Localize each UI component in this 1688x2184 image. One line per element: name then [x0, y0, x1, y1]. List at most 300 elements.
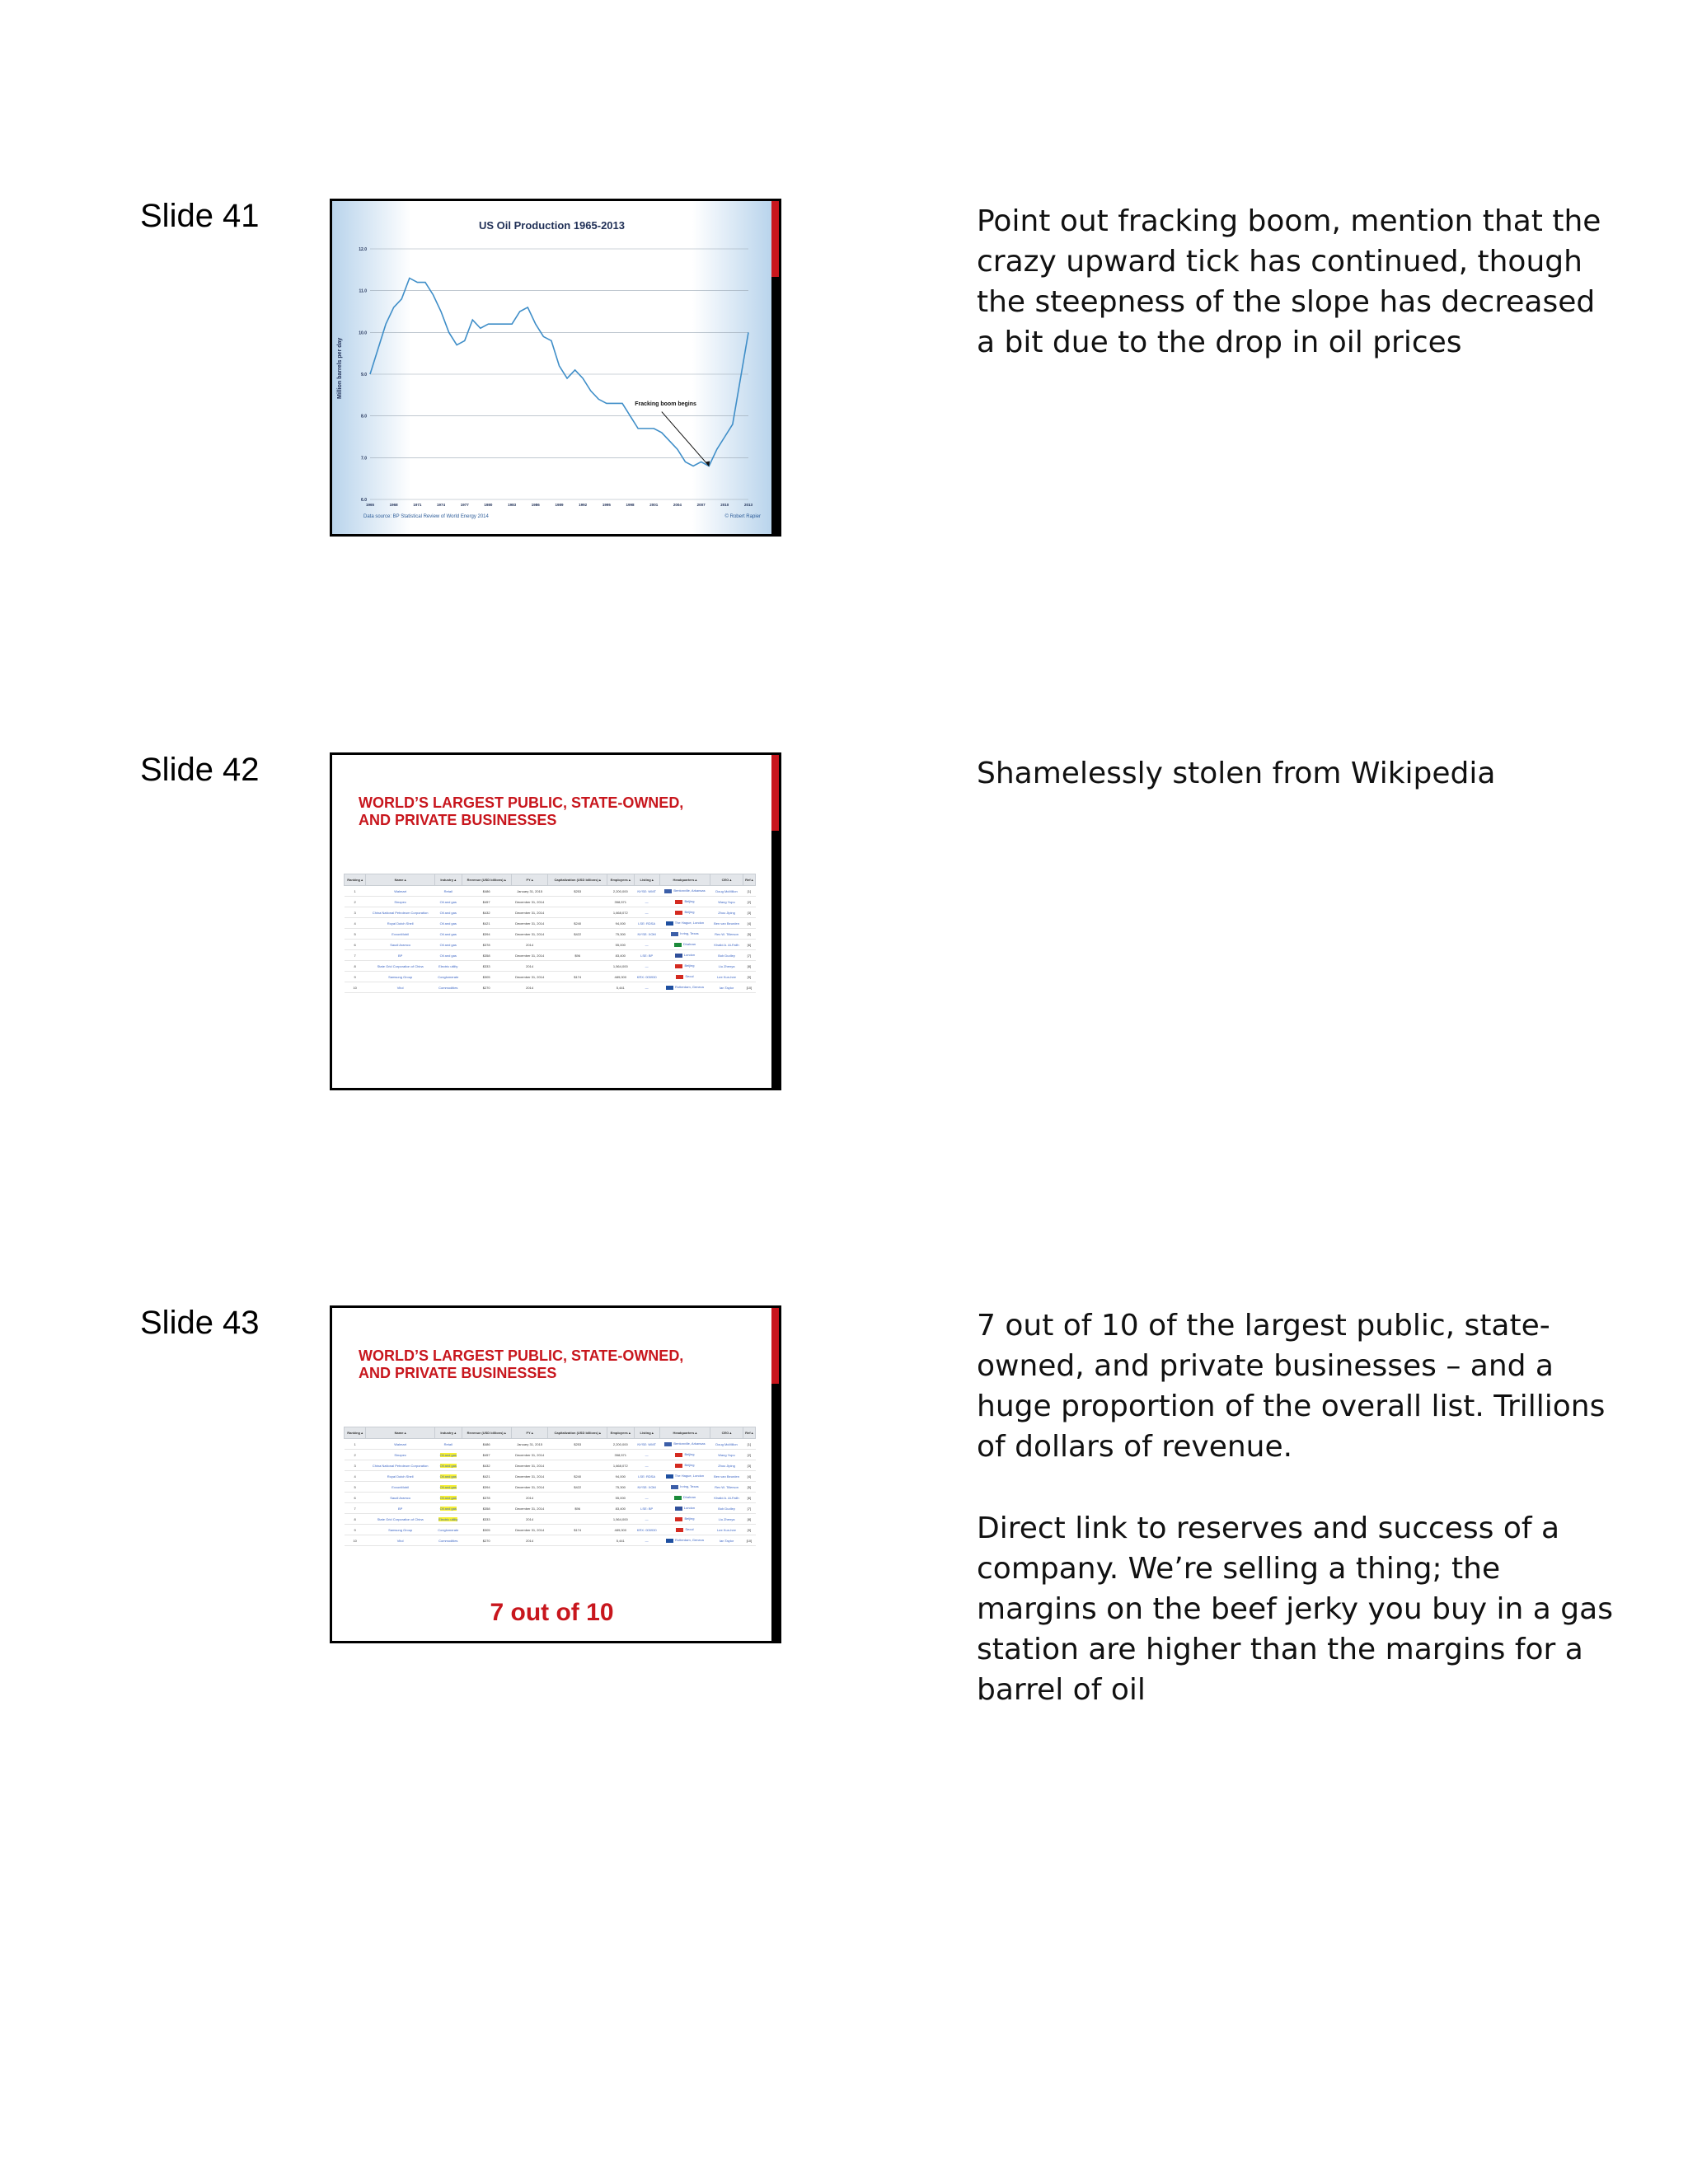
table-cell: $378	[462, 1493, 511, 1503]
table-cell: 3	[345, 907, 366, 918]
x-tick-label: 1989	[555, 503, 564, 507]
table-title-line2: AND PRIVATE BUSINESSES	[359, 812, 557, 828]
country-flag-icon	[671, 932, 678, 936]
table-row	[345, 982, 756, 993]
table-cell[interactable]: Commodities	[434, 982, 462, 993]
table-cell: 94,000	[607, 1471, 634, 1482]
table-cell[interactable]: Bentonville, Arkansas	[659, 886, 710, 897]
table-cell[interactable]: Bob Dudley	[710, 1503, 743, 1514]
slide-thumbnail-42[interactable]	[330, 752, 781, 1090]
table-cell: 4	[345, 918, 366, 929]
x-tick-label: 1974	[437, 503, 446, 507]
table-cell: December 31, 2014	[511, 1482, 548, 1493]
table-cell[interactable]	[434, 1503, 462, 1514]
table-cell[interactable]: BP	[366, 950, 435, 961]
table-cell[interactable]: Oil and gas	[434, 929, 462, 940]
table-cell[interactable]: Bentonville, Arkansas	[659, 1439, 710, 1450]
table-row	[345, 1535, 756, 1546]
table-cell[interactable]: Doug McMillon	[710, 1439, 743, 1450]
table-cell: 489,000	[607, 1525, 634, 1535]
table-cell: 2014	[511, 1514, 548, 1525]
table-cell[interactable]: —	[634, 1535, 659, 1546]
slide-label-42: Slide 42	[140, 752, 260, 788]
table-cell: December 31, 2014	[511, 1525, 548, 1535]
table-cell: $174	[548, 1525, 607, 1535]
slide-accent-black	[771, 1384, 779, 1641]
table-cell: [10]	[743, 1535, 755, 1546]
x-tick-label: 1992	[579, 503, 588, 507]
table-cell[interactable]: Conglomerate	[434, 972, 462, 982]
table-cell[interactable]: LSE: BP	[634, 950, 659, 961]
table-cell: $421	[462, 918, 511, 929]
column-header[interactable]: Headquarters ▴	[659, 874, 710, 886]
table-row	[345, 1460, 756, 1471]
country-flag-icon	[675, 964, 682, 968]
table-row	[345, 1503, 756, 1514]
table-row	[345, 907, 756, 918]
x-tick-label: 1968	[389, 503, 398, 507]
country-flag-icon	[676, 1528, 683, 1532]
highlighted-industry: Oil and gas	[439, 1506, 457, 1511]
table-cell[interactable]: Samsung Group	[366, 972, 435, 982]
table-cell[interactable]: Dhahran	[659, 1493, 710, 1503]
table-cell: [1]	[743, 886, 755, 897]
column-header[interactable]: Capitalization (USD billions) ▴	[548, 874, 607, 886]
country-flag-icon	[675, 911, 682, 915]
table-cell[interactable]: LSE: BP	[634, 1503, 659, 1514]
businesses-table-highlighted	[344, 1427, 756, 1546]
table-title-line2: AND PRIVATE BUSINESSES	[359, 1365, 557, 1381]
table-cell: [9]	[743, 972, 755, 982]
y-tick-label: 11.0	[359, 288, 367, 294]
table-cell: $394	[462, 1482, 511, 1493]
table-cell: December 31, 2014	[511, 907, 548, 918]
table-cell[interactable]	[434, 1514, 462, 1525]
table-cell[interactable]: China National Petroleum Corporation	[366, 1460, 435, 1471]
highlighted-industry: Electric utility	[438, 1516, 458, 1521]
country-flag-icon	[675, 1507, 682, 1511]
table-cell[interactable]: —	[634, 940, 659, 950]
slide-thumbnail-41[interactable]	[330, 199, 781, 537]
notes-paragraph: Shamelessly stolen from Wikipedia	[977, 757, 1496, 790]
table-cell[interactable]: Seoul	[659, 972, 710, 982]
table-title	[359, 794, 746, 829]
table-cell: 5	[345, 929, 366, 940]
y-tick-label: 6.0	[361, 498, 367, 503]
table-cell: 1,564,000	[607, 1514, 634, 1525]
table-cell: 83,400	[607, 1503, 634, 1514]
seven-out-of-ten-label: 7 out of 10	[490, 1599, 614, 1626]
table-cell[interactable]: Irving, Texas	[659, 929, 710, 940]
column-header[interactable]: Industry ▴	[434, 874, 462, 886]
table-cell: $422	[548, 1482, 607, 1493]
chart-credit: © Robert Rapier	[724, 514, 761, 519]
table-cell[interactable]: Irving, Texas	[659, 1482, 710, 1493]
table-cell[interactable]: Liu Zhenya	[710, 1514, 743, 1525]
slide-accent-red	[771, 201, 779, 277]
table-cell[interactable]: The Hague, London	[659, 918, 710, 929]
table-cell: [9]	[743, 1525, 755, 1535]
table-cell[interactable]: —	[634, 897, 659, 907]
table-cell[interactable]: Royal Dutch Shell	[366, 1471, 435, 1482]
table-cell[interactable]: Rotterdam, Geneva	[659, 1535, 710, 1546]
table-cell[interactable]: Lee Kun-hee	[710, 972, 743, 982]
table-cell[interactable]: ExxonMobil	[366, 929, 435, 940]
table-cell: [5]	[743, 929, 755, 940]
table-cell[interactable]: Walmart	[366, 886, 435, 897]
table-cell[interactable]: Beijing	[659, 1514, 710, 1525]
table-cell: 2014	[511, 1493, 548, 1503]
table-cell	[548, 1450, 607, 1460]
notes-43	[977, 1305, 1620, 1751]
table-cell: $305	[462, 972, 511, 982]
table-cell	[548, 961, 607, 972]
table-cell: 2,200,000	[607, 886, 634, 897]
table-cell[interactable]: Oil and gas	[434, 918, 462, 929]
table-cell: $421	[462, 1471, 511, 1482]
table-cell: $457	[462, 897, 511, 907]
column-header[interactable]: Employees ▴	[607, 1427, 634, 1439]
table-cell: [8]	[743, 1514, 755, 1525]
x-tick-label: 2001	[649, 503, 659, 507]
table-cell: 1,564,000	[607, 961, 634, 972]
table-row	[345, 1439, 756, 1450]
country-flag-icon	[675, 954, 682, 958]
table-cell[interactable]: Ian Taylor	[710, 982, 743, 993]
column-header[interactable]: Name ▴	[366, 1427, 435, 1439]
column-header[interactable]: CEO ▴	[710, 1427, 743, 1439]
column-header[interactable]: Name ▴	[366, 874, 435, 886]
table-cell: 1,668,072	[607, 907, 634, 918]
annotation-label: Fracking boom begins	[635, 401, 696, 407]
table-cell[interactable]: Oil and gas	[434, 897, 462, 907]
table-cell[interactable]: —	[634, 1450, 659, 1460]
column-header[interactable]: FY ▴	[511, 874, 548, 886]
table-cell: $486	[462, 1439, 511, 1450]
table-cell: December 31, 2014	[511, 897, 548, 907]
slide-label-43: Slide 43	[140, 1305, 260, 1341]
column-header[interactable]: Revenue (USD billions) ▴	[462, 1427, 511, 1439]
table-cell: $253	[548, 1439, 607, 1450]
x-tick-label: 2007	[696, 503, 706, 507]
table-cell[interactable]: Oil and gas	[434, 940, 462, 950]
table-cell[interactable]: Ben van Beurden	[710, 1471, 743, 1482]
table-cell[interactable]: Royal Dutch Shell	[366, 918, 435, 929]
table-cell: 2	[345, 1450, 366, 1460]
table-row	[345, 897, 756, 907]
table-cell: 75,300	[607, 1482, 634, 1493]
table-row	[345, 940, 756, 950]
table-cell[interactable]: Conglomerate	[434, 1525, 462, 1535]
slide-thumbnail-43[interactable]	[330, 1305, 781, 1643]
column-header[interactable]: Capitalization (USD billions) ▴	[548, 1427, 607, 1439]
table-cell	[548, 940, 607, 950]
x-tick-label: 1983	[508, 503, 517, 507]
table-row	[345, 1482, 756, 1493]
table-cell[interactable]: Bob Dudley	[710, 950, 743, 961]
x-tick-label: 1980	[484, 503, 493, 507]
table-cell: 1	[345, 1439, 366, 1450]
table-cell	[548, 907, 607, 918]
table-title-line1: WORLD’S LARGEST PUBLIC, STATE-OWNED,	[359, 794, 684, 811]
country-flag-icon	[666, 1539, 673, 1543]
table-cell[interactable]: Liu Zhenya	[710, 961, 743, 972]
table-cell: $96	[548, 1503, 607, 1514]
table-cell[interactable]: Vitol	[366, 982, 435, 993]
column-header[interactable]: CEO ▴	[710, 874, 743, 886]
table-cell[interactable]: Rotterdam, Geneva	[659, 982, 710, 993]
country-flag-icon	[666, 1474, 673, 1479]
y-tick-label: 7.0	[361, 456, 367, 462]
series-line	[370, 278, 748, 466]
table-cell[interactable]: LSE: RDSA	[634, 918, 659, 929]
table-cell[interactable]: NYSE: XOM	[634, 929, 659, 940]
country-flag-icon	[674, 1496, 682, 1500]
table-cell[interactable]	[434, 1450, 462, 1460]
column-header[interactable]: FY ▴	[511, 1427, 548, 1439]
table-cell[interactable]: Oil and gas	[434, 907, 462, 918]
country-flag-icon	[675, 1517, 682, 1521]
x-tick-label: 1977	[460, 503, 469, 507]
table-cell[interactable]: Wang Yupu	[710, 1450, 743, 1460]
table-cell: January 31, 2015	[511, 1439, 548, 1450]
table-cell[interactable]: Khalid A. Al-Falih	[710, 1493, 743, 1503]
table-cell[interactable]: Khalid A. Al-Falih	[710, 940, 743, 950]
chart-title: US Oil Production 1965-2013	[478, 219, 625, 232]
table-cell: [5]	[743, 1482, 755, 1493]
table-cell: 83,400	[607, 950, 634, 961]
table-cell[interactable]: Retail	[434, 1439, 462, 1450]
table-cell[interactable]: London	[659, 1503, 710, 1514]
table-cell: 6	[345, 1493, 366, 1503]
table-cell: 10	[345, 982, 366, 993]
table-cell: December 31, 2014	[511, 918, 548, 929]
table-cell[interactable]: —	[634, 907, 659, 918]
table-cell: 55,000	[607, 1493, 634, 1503]
table-cell[interactable]: —	[634, 1460, 659, 1471]
table-row	[345, 918, 756, 929]
table-cell[interactable]: The Hague, London	[659, 1471, 710, 1482]
column-header[interactable]: Listing ▴	[634, 1427, 659, 1439]
table-cell: [6]	[743, 940, 755, 950]
table-cell[interactable]: NYSE: XOM	[634, 1482, 659, 1493]
x-tick-label: 2013	[743, 503, 753, 507]
table-cell[interactable]: State Grid Corporation of China	[366, 1514, 435, 1525]
country-flag-icon	[666, 986, 673, 990]
table-cell[interactable]	[434, 1493, 462, 1503]
table-cell[interactable]: Wang Yupu	[710, 897, 743, 907]
table-cell[interactable]: BP	[366, 1503, 435, 1514]
table-cell: $240	[548, 1471, 607, 1482]
table-cell[interactable]: Sinopec	[366, 897, 435, 907]
table-cell[interactable]	[434, 1482, 462, 1493]
table-cell: 9	[345, 1525, 366, 1535]
table-cell[interactable]: NYSE: WMT	[634, 886, 659, 897]
table-cell: 75,300	[607, 929, 634, 940]
table-cell: [2]	[743, 897, 755, 907]
table-cell	[548, 1460, 607, 1471]
table-cell[interactable]: Oil and gas	[434, 950, 462, 961]
notes-41	[977, 201, 1620, 404]
country-flag-icon	[675, 1453, 682, 1457]
table-cell[interactable]: London	[659, 950, 710, 961]
table-cell: [1]	[743, 1439, 755, 1450]
table-cell: [3]	[743, 907, 755, 918]
x-tick-label: 2004	[673, 503, 682, 507]
highlighted-industry: Oil and gas	[439, 1452, 457, 1457]
table-cell[interactable]: Seoul	[659, 1525, 710, 1535]
table-cell[interactable]: State Grid Corporation of China	[366, 961, 435, 972]
table-cell[interactable]: Commodities	[434, 1535, 462, 1546]
highlighted-industry: Oil and gas	[439, 1495, 457, 1500]
table-row	[345, 1493, 756, 1503]
table-cell[interactable]: —	[634, 982, 659, 993]
table-header-row	[345, 874, 756, 886]
table-cell[interactable]: ExxonMobil	[366, 1482, 435, 1493]
table-cell[interactable]: Walmart	[366, 1439, 435, 1450]
oil-production-chart	[332, 201, 776, 534]
table-cell: December 31, 2014	[511, 1460, 548, 1471]
slide-accent-red	[771, 1308, 779, 1384]
slide-accent-black	[771, 831, 779, 1088]
x-tick-label: 1965	[365, 503, 375, 507]
table-cell: 1,668,072	[607, 1460, 634, 1471]
table-cell[interactable]: China National Petroleum Corporation	[366, 907, 435, 918]
table-cell[interactable]: Lee Kun-hee	[710, 1525, 743, 1535]
table-cell[interactable]: LSE: RDSA	[634, 1471, 659, 1482]
notes-42	[977, 753, 1620, 835]
table-cell: $96	[548, 950, 607, 961]
table-row	[345, 972, 756, 982]
table-cell[interactable]: Zhou Jiping	[710, 907, 743, 918]
table-cell	[548, 1514, 607, 1525]
table-cell: $422	[548, 929, 607, 940]
table-cell: December 31, 2014	[511, 1503, 548, 1514]
country-flag-icon	[675, 900, 682, 904]
notes-paragraph: Point out fracking boom, mention that the crazy upward tick has continued, though the steepness of the slope has decreased a bit due to the drop in oil prices	[977, 204, 1601, 359]
column-header[interactable]: Ranking ▴	[345, 1427, 366, 1439]
table-cell: $432	[462, 1460, 511, 1471]
highlighted-industry: Oil and gas	[439, 1474, 457, 1479]
table-cell[interactable]: Beijing	[659, 961, 710, 972]
table-cell[interactable]: Ben van Beurden	[710, 918, 743, 929]
country-flag-icon	[664, 1442, 672, 1446]
table-cell: 5,441	[607, 1535, 634, 1546]
table-row	[345, 1450, 756, 1460]
table-cell: $305	[462, 1525, 511, 1535]
column-header[interactable]: Ref ▴	[743, 874, 755, 886]
table-cell[interactable]: Saudi Aramco	[366, 1493, 435, 1503]
table-cell: 358,571	[607, 897, 634, 907]
table-cell[interactable]	[434, 1460, 462, 1471]
table-cell[interactable]: NYSE: WMT	[634, 1439, 659, 1450]
table-cell: 358,571	[607, 1450, 634, 1460]
highlighted-industry: Oil and gas	[439, 1484, 457, 1489]
table-cell: $270	[462, 1535, 511, 1546]
column-header[interactable]: Listing ▴	[634, 874, 659, 886]
country-flag-icon	[666, 921, 673, 926]
table-cell: $432	[462, 907, 511, 918]
table-cell: [7]	[743, 1503, 755, 1514]
notes-paragraph: 7 out of 10 of the largest public, state-owned, and private businesses – and a huge proportion of the overall list. Trillions of dollars of revenue.	[977, 1309, 1606, 1464]
table-cell: $253	[548, 886, 607, 897]
country-flag-icon	[675, 1464, 682, 1468]
column-header[interactable]: Industry ▴	[434, 1427, 462, 1439]
table-cell[interactable]: KRX: 005930	[634, 972, 659, 982]
table-cell: [4]	[743, 1471, 755, 1482]
table-cell[interactable]: Saudi Aramco	[366, 940, 435, 950]
column-header[interactable]: Employees ▴	[607, 874, 634, 886]
table-cell[interactable]: Ian Taylor	[710, 1535, 743, 1546]
table-cell: $358	[462, 950, 511, 961]
table-cell[interactable]: —	[634, 961, 659, 972]
table-cell[interactable]: Beijing	[659, 907, 710, 918]
country-flag-icon	[674, 943, 682, 947]
column-header[interactable]: Ranking ▴	[345, 874, 366, 886]
table-cell: $394	[462, 929, 511, 940]
table-cell	[548, 1493, 607, 1503]
table-cell: $240	[548, 918, 607, 929]
table-title	[359, 1347, 746, 1382]
table-cell[interactable]	[434, 1471, 462, 1482]
table-cell[interactable]: KRX: 005930	[634, 1525, 659, 1535]
x-tick-label: 1995	[602, 503, 611, 507]
column-header[interactable]: Ref ▴	[743, 1427, 755, 1439]
table-cell[interactable]: Sinopec	[366, 1450, 435, 1460]
table-cell[interactable]: Retail	[434, 886, 462, 897]
table-cell: 8	[345, 1514, 366, 1525]
table-cell: [10]	[743, 982, 755, 993]
column-header[interactable]: Headquarters ▴	[659, 1427, 710, 1439]
table-cell	[548, 1535, 607, 1546]
table-cell[interactable]: Electric utility	[434, 961, 462, 972]
table-cell[interactable]: Dhahran	[659, 940, 710, 950]
table-cell: [2]	[743, 1450, 755, 1460]
table-cell[interactable]: Beijing	[659, 897, 710, 907]
table-cell[interactable]: —	[634, 1514, 659, 1525]
y-tick-label: 8.0	[361, 414, 367, 419]
table-cell: 2,200,000	[607, 1439, 634, 1450]
table-cell: [6]	[743, 1493, 755, 1503]
table-cell[interactable]: Doug McMillon	[710, 886, 743, 897]
table-cell: $457	[462, 1450, 511, 1460]
table-title-line1: WORLD’S LARGEST PUBLIC, STATE-OWNED,	[359, 1347, 684, 1364]
table-cell: December 31, 2014	[511, 950, 548, 961]
table-cell: 5,441	[607, 982, 634, 993]
table-cell[interactable]: —	[634, 1493, 659, 1503]
column-header[interactable]: Revenue (USD billions) ▴	[462, 874, 511, 886]
table-cell: 5	[345, 1482, 366, 1493]
table-cell: 4	[345, 1471, 366, 1482]
table-cell: 10	[345, 1535, 366, 1546]
table-cell[interactable]: Zhou Jiping	[710, 1460, 743, 1471]
table-cell: 94,000	[607, 918, 634, 929]
table-cell[interactable]: Vitol	[366, 1535, 435, 1546]
table-cell[interactable]: Rex W. Tillerson	[710, 1482, 743, 1493]
table-cell: $333	[462, 961, 511, 972]
table-cell[interactable]: Beijing	[659, 1460, 710, 1471]
chart-source: Data source: BP Statistical Review of World Energy 2014	[363, 514, 489, 519]
table-row	[345, 950, 756, 961]
table-cell: $174	[548, 972, 607, 982]
table-cell: December 31, 2014	[511, 929, 548, 940]
table-cell[interactable]: Rex W. Tillerson	[710, 929, 743, 940]
table-cell: 6	[345, 940, 366, 950]
table-cell: 489,000	[607, 972, 634, 982]
table-cell: $358	[462, 1503, 511, 1514]
table-cell[interactable]: Beijing	[659, 1450, 710, 1460]
table-cell[interactable]: Samsung Group	[366, 1525, 435, 1535]
